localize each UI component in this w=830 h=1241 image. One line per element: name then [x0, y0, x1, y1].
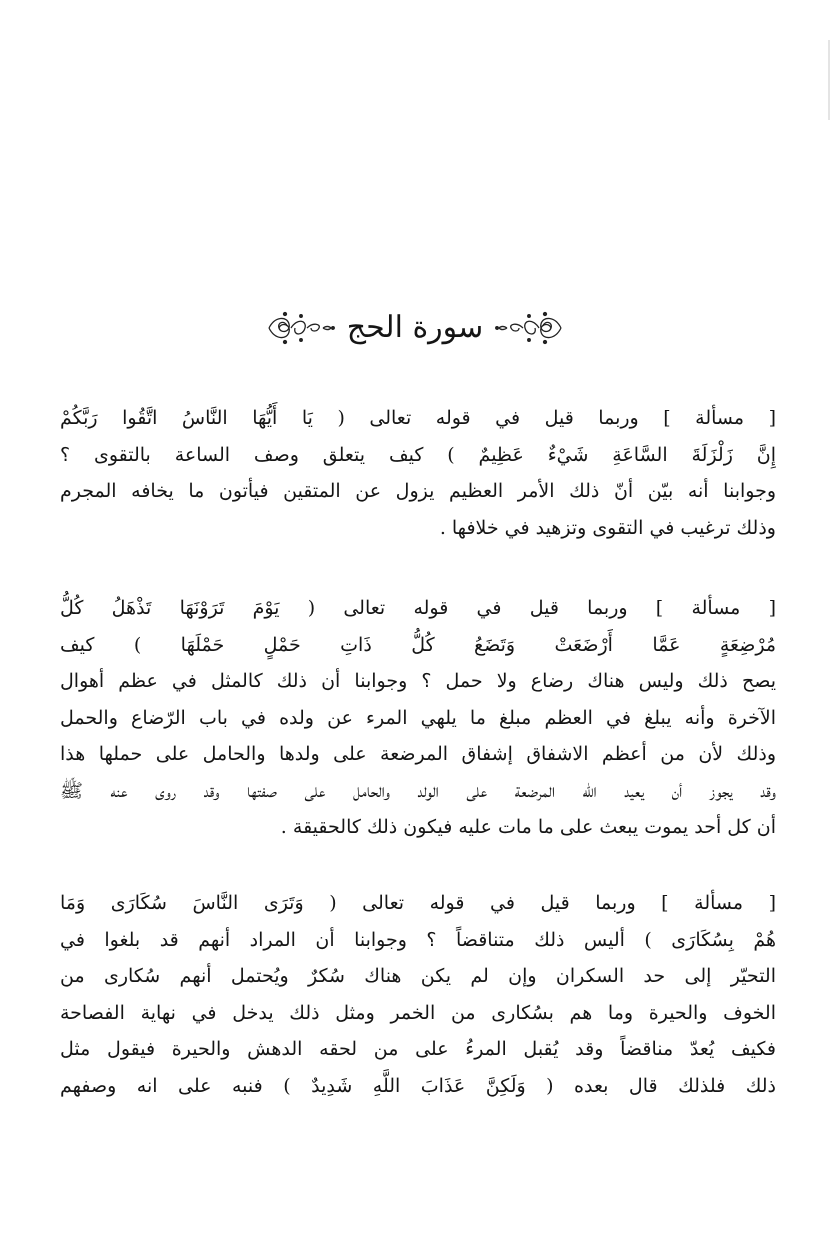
text-line: وقد يجوز أن يعيد الله المرضعة على الولد والحامل على صفتها وقد روى عنه ﷺ: [60, 779, 776, 802]
text-line: التحيّر إلى حد السكران وإن لم يكن هناك سُكرٌ ويُحتمل أنهم سُكارى من: [60, 965, 776, 987]
text-line: ذلك فلذلك قال بعده ( وَلَكِنَّ عَذَابَ اللَّهِ شَدِيدٌ ) فنبه على انه وصفهم: [60, 1074, 776, 1097]
left-ornament-icon: [265, 308, 335, 348]
masala-paragraph-3: [60, 885, 776, 1104]
text-line: مُرْضِعَةٍ عَمَّا أَرْضَعَتْ وَتَضَعُ كُلُّ ذَاتِ حَمْلٍ حَمْلَهَا ) كيف: [60, 633, 776, 656]
text-line: [ مسألة ] وربما قيل في قوله تعالى ( وَتَرَى النَّاسَ سُكَارَى وَمَا: [60, 892, 776, 914]
masala-paragraph-1: [60, 400, 776, 546]
right-ornament-icon: [495, 308, 565, 348]
text-line: هُمْ بِسُكَارَى ) أليس ذلك متناقضاً ؟ وجوابنا أن المراد أنهم قد بلغوا في: [60, 928, 776, 951]
masala-paragraph-2: [60, 590, 776, 846]
text-line: أن كل أحد يموت يبعث على ما مات عليه فيكون ذلك كالحقيقة .: [280, 816, 776, 838]
page-edge-mark: [822, 40, 830, 120]
text-line: الخوف والحيرة وما هم بسُكارى من الخمر ومثل ذلك يدخل في نهاية الفصاحة: [60, 1001, 776, 1024]
surah-title: سورة الحج: [346, 310, 484, 345]
text-line: فكيف يُعدّ مناقضاً وقد يُقبل المرءُ على من لحقه الدهش والحيرة فيقول مثل: [60, 1038, 776, 1060]
text-line: وجوابنا أنه بيّن أنّ ذلك الأمر العظيم يزول عن المتقين فيأتون ما يخافه المجرم: [60, 480, 776, 502]
text-line: وذلك لأن من أعظم الاشفاق إشفاق المرضعة على ولدها والحامل على حملها هذا: [60, 743, 776, 765]
surah-header: [0, 298, 830, 358]
text-line: يصح ذلك وليس هناك رضاع ولا حمل ؟ وجوابنا أن ذلك كالمثل في عظم أهوال: [60, 670, 776, 692]
text-line: وذلك ترغيب في التقوى وتزهيد في خلافها .: [439, 516, 776, 539]
text-line: [ مسألة ] وربما قيل في قوله تعالى ( يَوْمَ تَرَوْنَهَا تَذْهَلُ كُلُّ: [60, 597, 776, 619]
text-line: الآخرة وأنه يبلغ في العظم مبلغ ما يلهي المرء عن ولده في باب الرّضاع والحمل: [60, 706, 776, 729]
text-line: إِنَّ زَلْزَلَةَ السَّاعَةِ شَيْءٌ عَظِيمٌ ) كيف يتعلق وصف الساعة بالتقوى ؟: [60, 443, 776, 466]
text-line: [ مسألة ] وربما قيل في قوله تعالى ( يَا أَيُّهَا النَّاسُ اتَّقُوا رَبَّكُمْ: [60, 407, 776, 429]
